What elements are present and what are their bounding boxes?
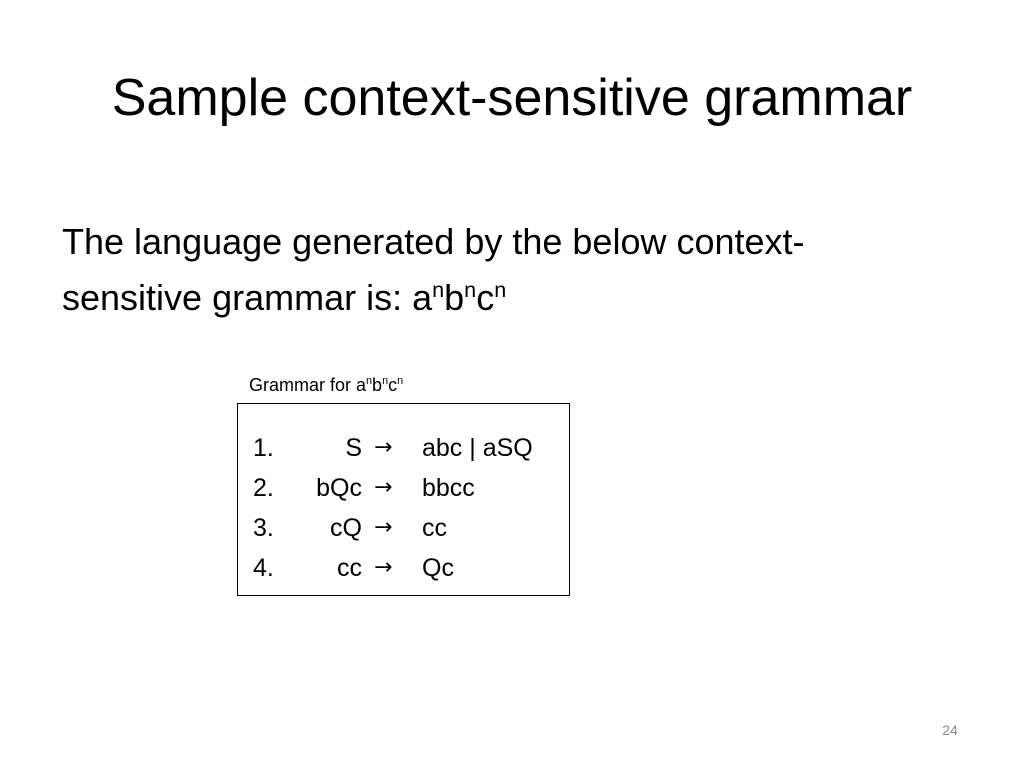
body-line-2 xyxy=(62,270,962,326)
rule-rhs: cc xyxy=(422,514,447,542)
rule-number: 3. xyxy=(253,514,274,542)
arrow-icon: → xyxy=(374,555,393,580)
rule-rhs: Qc xyxy=(422,554,454,582)
rule-number: 2. xyxy=(253,474,274,502)
rule-lhs: bQc xyxy=(316,474,362,502)
caption-symbol-b: b xyxy=(372,375,383,395)
exponent-a: n xyxy=(432,277,445,302)
arrow-icon: → xyxy=(374,435,393,460)
rule-lhs: cQ xyxy=(330,514,362,542)
rule-number: 1. xyxy=(253,434,274,462)
caption-symbol-c: c xyxy=(388,375,398,395)
slide-title: Sample context-sensitive grammar xyxy=(111,69,913,127)
caption-exponent-a: n xyxy=(366,375,373,387)
body-line-2-text: sensitive grammar is: xyxy=(62,277,413,318)
caption-exponent-b: n xyxy=(382,375,389,387)
caption-prefix: Grammar for xyxy=(249,375,357,395)
exponent-c: n xyxy=(494,277,507,302)
body-text xyxy=(62,214,962,326)
rule-rhs: abc | aSQ xyxy=(422,434,533,462)
exponent-b: n xyxy=(464,277,477,302)
body-line-1: The language generated by the below context- xyxy=(62,221,805,262)
rule-rhs: bbcc xyxy=(422,474,475,502)
page-number: 24 xyxy=(942,722,958,738)
grammar-caption xyxy=(249,373,403,397)
grammar-box xyxy=(237,403,570,596)
caption-symbol-a: a xyxy=(356,375,367,395)
rule-lhs: S xyxy=(345,434,362,462)
language-symbol-a: a xyxy=(412,277,433,318)
rule-number: 4. xyxy=(253,554,274,582)
rule-lhs: cc xyxy=(337,554,362,582)
language-symbol-c: c xyxy=(476,277,495,318)
arrow-icon: → xyxy=(374,475,393,500)
arrow-icon: → xyxy=(374,515,393,540)
caption-exponent-c: n xyxy=(397,375,404,387)
language-symbol-b: b xyxy=(444,277,465,318)
